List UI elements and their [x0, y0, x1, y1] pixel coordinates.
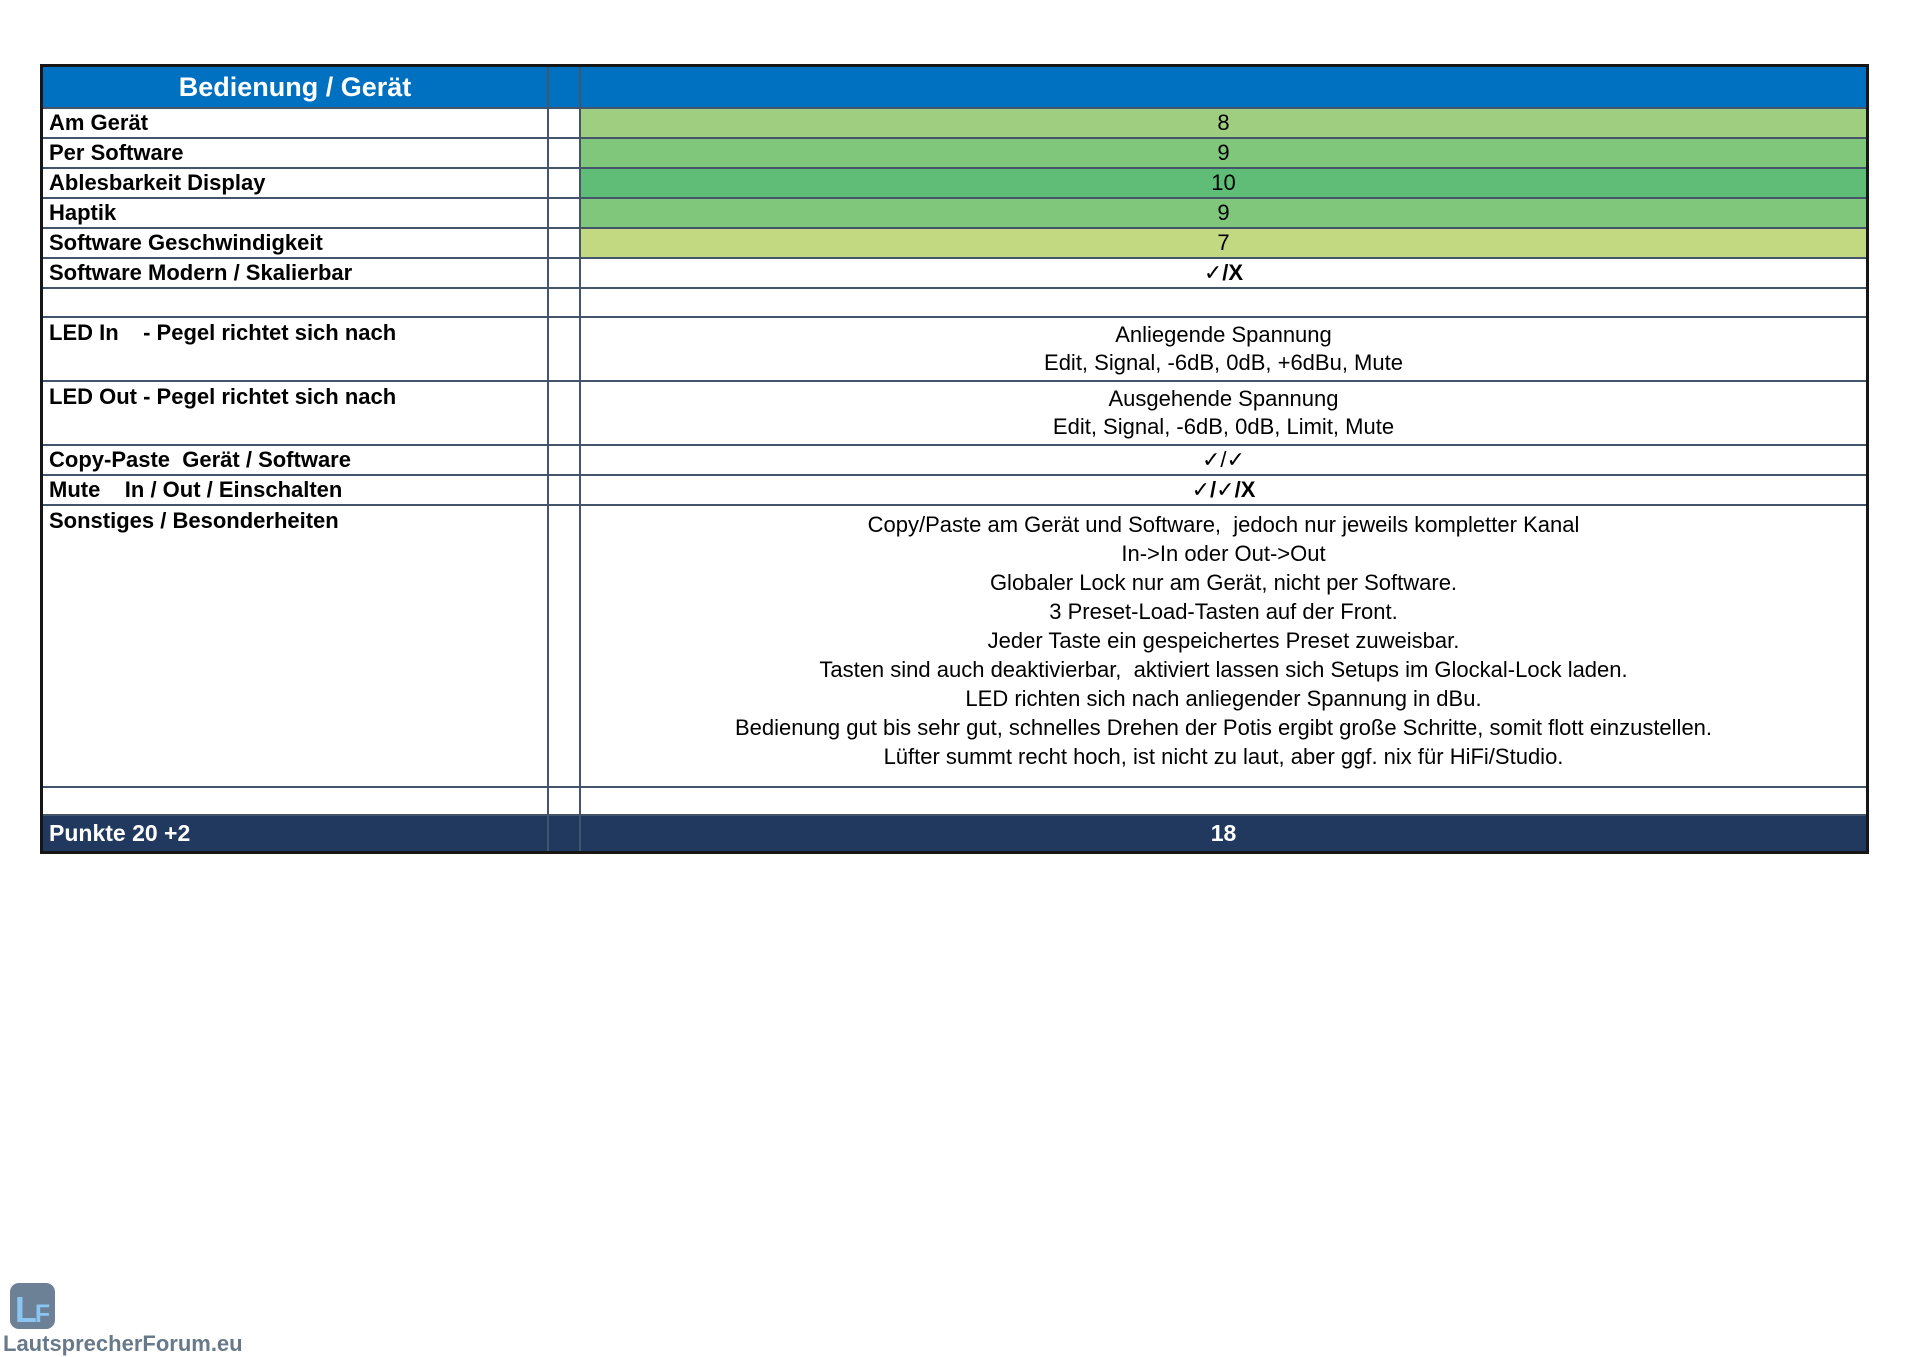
- notes-line: Tasten sind auch deaktivierbar, aktiviert lassen sich Setups im Glockal-Lock laden.: [819, 657, 1628, 682]
- total-score-cell: 18: [581, 816, 1866, 851]
- value-cell-software-modern: ✓/X: [581, 259, 1866, 287]
- value-cell-copy-paste: ✓/✓: [581, 446, 1866, 474]
- row-label-punkte-total: Punkte 20 +2: [43, 816, 547, 851]
- notes-line: 3 Preset-Load-Tasten auf der Front.: [1049, 599, 1398, 624]
- notes-line: Bedienung gut bis sehr gut, schnelles Drehen der Potis ergibt große Schritte, somit flott einzustellen.: [734, 715, 1713, 740]
- notes-line: Globaler Lock nur am Gerät, nicht per Software.: [989, 570, 1458, 595]
- spacer-cell: [549, 318, 579, 380]
- row-label-haptik: Haptik: [43, 199, 547, 227]
- spacer-cell: [549, 382, 579, 444]
- notes-line: Lüfter summt recht hoch, ist nicht zu laut, aber ggf. nix für HiFi/Studio.: [883, 744, 1564, 769]
- logo-wordmark[interactable]: LautsprecherForum.eu: [3, 1331, 243, 1356]
- led-in-line1: Anliegende Spannung: [1115, 322, 1332, 347]
- notes-line: In->In oder Out->Out: [1121, 541, 1326, 566]
- score-cell-am-geraet: 8: [581, 109, 1866, 137]
- row-label-sonstiges: Sonstiges / Besonderheiten: [43, 506, 547, 786]
- spacer-cell: [549, 229, 579, 257]
- spacer-cell: [549, 816, 579, 851]
- row-label-led-out: LED Out - Pegel richtet sich nach: [43, 382, 547, 444]
- row-label-mute: Mute In / Out / Einschalten: [43, 476, 547, 504]
- empty-cell: [581, 788, 1866, 814]
- row-label-software-geschwindigkeit: Software Geschwindigkeit: [43, 229, 547, 257]
- score-cell-software-geschwindigkeit: 7: [581, 229, 1866, 257]
- row-label-am-geraet: Am Gerät: [43, 109, 547, 137]
- score-cell-haptik: 9: [581, 199, 1866, 227]
- spacer-cell: [549, 259, 579, 287]
- table-title: Bedienung / Gerät: [43, 67, 547, 107]
- row-label-per-software: Per Software: [43, 139, 547, 167]
- led-in-line2: Edit, Signal, -6dB, 0dB, +6dBu, Mute: [1044, 350, 1403, 375]
- site-logo[interactable]: [3, 1283, 243, 1357]
- spacer-cell: [549, 169, 579, 197]
- notes-line: Jeder Taste ein gespeichertes Preset zuweisbar.: [987, 628, 1460, 653]
- notes-line: Copy/Paste am Gerät und Software, jedoch nur jeweils kompletter Kanal: [867, 512, 1580, 537]
- lf-logo-icon: [10, 1283, 55, 1329]
- row-label-software-modern: Software Modern / Skalierbar: [43, 259, 547, 287]
- logo-letter-l: L: [14, 1289, 37, 1330]
- rating-table: [40, 64, 1869, 854]
- notes-line: LED richten sich nach anliegender Spannung in dBu.: [965, 686, 1482, 711]
- header-value-cell: [581, 67, 1866, 107]
- row-label-ablesbarkeit-display: Ablesbarkeit Display: [43, 169, 547, 197]
- spacer-cell: [549, 506, 579, 786]
- led-out-line1: Ausgehende Spannung: [1108, 386, 1339, 411]
- header-spacer-cell: [549, 67, 579, 107]
- spacer-cell: [549, 109, 579, 137]
- spacer-cell: [549, 446, 579, 474]
- value-cell-mute: ✓/✓/X: [581, 476, 1866, 504]
- empty-cell: [43, 289, 547, 316]
- spacer-cell: [549, 476, 579, 504]
- spacer-cell: [549, 139, 579, 167]
- empty-cell: [581, 289, 1866, 316]
- logo-letter-f: F: [34, 1300, 51, 1328]
- value-cell-sonstiges: [581, 506, 1866, 786]
- score-cell-per-software: 9: [581, 139, 1866, 167]
- value-cell-led-out: [581, 382, 1866, 444]
- empty-cell: [549, 289, 579, 316]
- score-cell-ablesbarkeit-display: 10: [581, 169, 1866, 197]
- row-label-led-in: LED In - Pegel richtet sich nach: [43, 318, 547, 380]
- spacer-cell: [549, 199, 579, 227]
- row-label-copy-paste: Copy-Paste Gerät / Software: [43, 446, 547, 474]
- value-cell-led-in: [581, 318, 1866, 380]
- led-out-line2: Edit, Signal, -6dB, 0dB, Limit, Mute: [1052, 414, 1395, 439]
- empty-cell: [549, 788, 579, 814]
- empty-cell: [43, 788, 547, 814]
